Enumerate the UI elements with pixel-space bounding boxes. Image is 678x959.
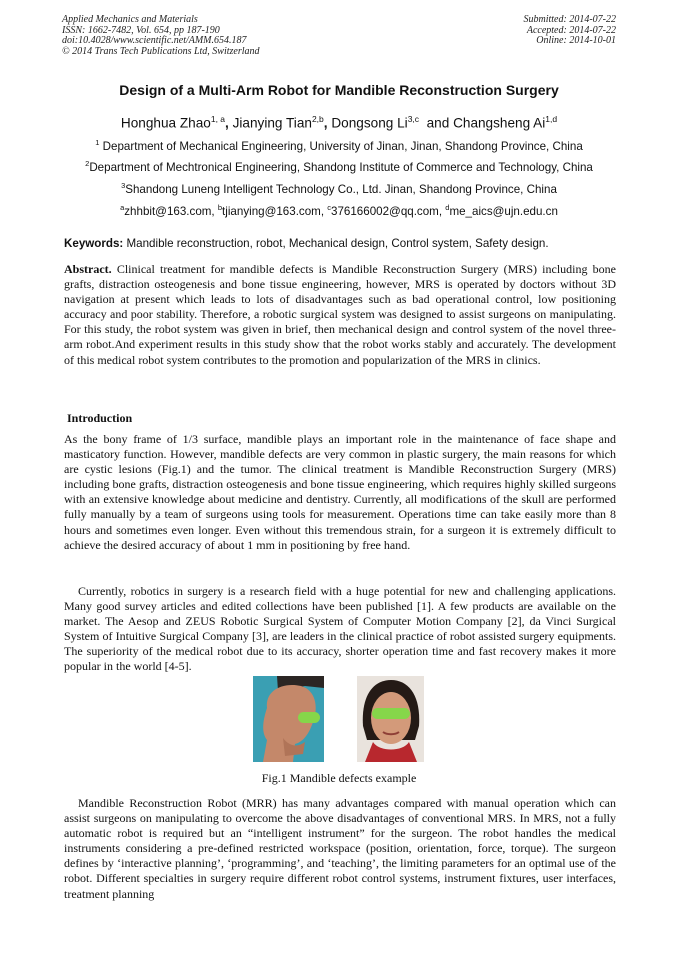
affiliation-text: Department of Mechtronical Engineering, Shandong Institute of Commerce and Technology, China xyxy=(89,160,593,174)
online-date: Online: 2014-10-01 xyxy=(536,35,616,47)
affiliation-sup: 1 xyxy=(95,138,100,147)
author-name: Changsheng Ai xyxy=(453,115,546,131)
affiliation-2 xyxy=(0,159,678,174)
abstract-label: Abstract. xyxy=(64,262,112,276)
intro-paragraph-3: Mandible Reconstruction Robot (MRR) has many advantages compared with manual operation which can assist surgeons on manipulating to overcome the above disadvantages of conventional MRS. In MRS, not a fully automatic robot is required but an “intelligent instrument” for the surgeon. The robot handles the medical instruments considering a pre-defined restricted workspace (position, orientation, force, torque). The surgeon defines by ‘interactive planning’, ‘programming’, and ‘teaching’, the limiting parameters for an optimal use of the robot. Different specialties in surgery require different robot control systems, instrument fixtures, user interfaces, treatment planning xyxy=(64,796,616,901)
author-separator: , xyxy=(225,115,233,131)
affiliation-sup: 2 xyxy=(85,159,90,168)
author-name: Dongsong Li xyxy=(331,115,408,131)
affiliation-sup: 3 xyxy=(121,181,126,190)
email-sup: b xyxy=(217,203,223,212)
affiliation-text: Shandong Luneng Intelligent Technology Co., Ltd. Jinan, Shandong Province, China xyxy=(125,182,557,196)
affiliation-text: Department of Mechanical Engineering, University of Jinan, Jinan, Shandong Province, China xyxy=(102,139,583,153)
abstract xyxy=(64,262,616,368)
author-sup: 1, a xyxy=(210,114,226,124)
keywords xyxy=(64,237,549,250)
keywords-text: Mandible reconstruction, robot, Mechanical design, Control system, Safety design. xyxy=(123,237,549,250)
section-heading-introduction: Introduction xyxy=(67,411,133,425)
author-sup: 3,c xyxy=(407,114,420,124)
publication-dates xyxy=(524,15,617,47)
figure-photo-side-profile xyxy=(253,676,324,762)
email-sup: c xyxy=(327,203,332,212)
copyright-line: © 2014 Trans Tech Publications Ltd, Switzerland xyxy=(62,45,260,57)
email-sup: a xyxy=(120,203,125,212)
keywords-label: Keywords: xyxy=(64,237,124,250)
doi-line: doi:10.4028/www.scientific.net/AMM.654.187 xyxy=(62,35,247,47)
figure-photo-frontal xyxy=(357,676,424,762)
affiliation-1 xyxy=(0,138,678,153)
paper-title: Design of a Multi-Arm Robot for Mandible Reconstruction Surgery xyxy=(119,82,559,98)
journal-name: Applied Mechanics and Materials xyxy=(62,14,198,25)
author-separator: , xyxy=(323,115,332,131)
author-list xyxy=(0,114,678,131)
submitted-date: Submitted: 2014-07-22 xyxy=(523,14,616,25)
author-name: Honghua Zhao xyxy=(120,115,211,131)
email-line xyxy=(0,203,678,218)
eye-bar xyxy=(372,708,410,719)
author-name: Jianying Tian xyxy=(232,115,312,131)
figure-caption: Fig.1 Mandible defects example xyxy=(261,771,417,785)
intro-paragraph-1: As the bony frame of 1/3 surface, mandible plays an important role in the maintenance of face shape and masticatory function. However, mandible defects are very common in plastic surgery, the main reasons for which are cystic lesions (Fig.1) and the tumor. The clinical treatment is Mandible Reconstruction Surgery (MRS) including bone grafts, distraction osteogenesis and bone tissue engineering, which requires highly skilled surgeons with an extensive knowledge about medicine and dentistry. Currently, all modifications of the skull are performed fully manually by a team of surgeons using tools for measurement. Operations time can take easily more than 8 hours and sometimes even longer. Even without this tremendous strain, for a surgeon it is extremely difficult to achieve the desired accuracy of about 1 mm in positioning by free hand. xyxy=(64,432,616,552)
accepted-date: Accepted: 2014-07-22 xyxy=(526,24,616,36)
email-text: 376166002@qq.com, xyxy=(331,204,446,218)
author-and: and xyxy=(426,115,450,131)
email-text: tjianying@163.com, xyxy=(222,204,328,218)
intro-paragraph-2: Currently, robotics in surgery is a research field with a huge potential for new and challenging applications. Many good survey articles and edited collections have been published [1]. A few products are available on the market. The Aesop and ZEUS Robotic Surgical System of Computer Motion Company [2], da Vinci Surgical System of Intuitive Surgical Company [3], are leaders in the clinical practice of robot assisted surgery equipments. The superiority of the medical robot due to its accuracy, shorter operation time and fast recovery makes it more popular in the world [4-5]. xyxy=(64,584,616,674)
journal-info xyxy=(62,15,260,57)
email-text: me_aics@ujn.edu.cn xyxy=(449,204,558,218)
abstract-text: Clinical treatment for mandible defects is Mandible Reconstruction Surgery (MRS) including bone grafts, distraction osteogenesis and bone tissue engineering, however, MRS is operated by doctors without 3D navigation at present which leads to lots of disadvantages such as bad operational control, low positioning accuracy and poor stability. Therefore, a robotic surgical system was designed to assist surgeons on manipulating. For this study, the robot system was given in brief, then mechanical design and control system of the novel three-arm robot.And experiment results in this study show that the robot works stably and accurately. The development of this medical robot system contributes to the promotion and popularization of the MRS in clinics. xyxy=(64,262,616,367)
email-text: zhhbit@163.com, xyxy=(124,204,218,218)
affiliation-3 xyxy=(0,181,678,196)
email-sup: d xyxy=(445,203,450,212)
issn-line: ISSN: 1662-7482, Vol. 654, pp 187-190 xyxy=(62,24,220,36)
author-sup: 1,d xyxy=(545,114,558,124)
author-sup: 2,b xyxy=(311,114,324,124)
eye-bar xyxy=(298,712,320,723)
